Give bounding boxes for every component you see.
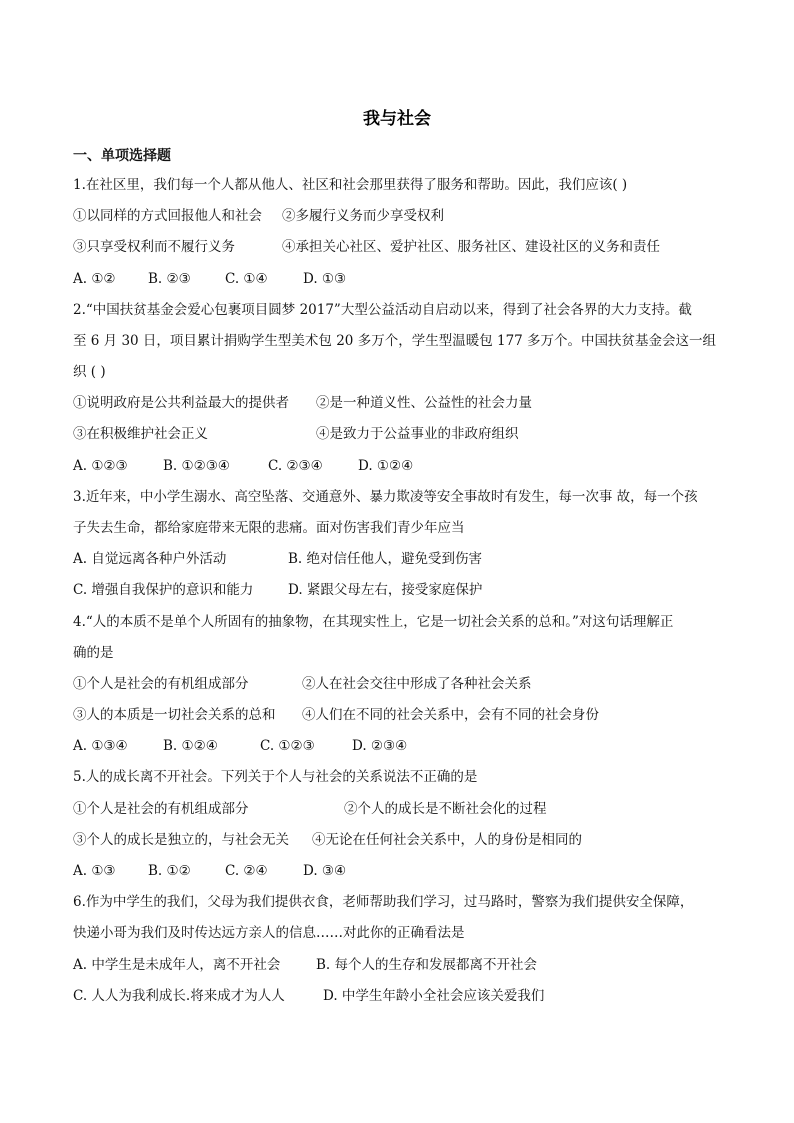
question-2-option-4: ④是致力于公益事业的非政府组织 <box>316 426 519 442</box>
question-4-option-4: ④人们在不同的社会关系中，会有不同的社会身份 <box>302 707 599 723</box>
question-5-choice-d: D. ③④ <box>303 863 347 879</box>
question-1-option-4: ④承担关心社区、爱护社区、服务社区、建设社区的义务和责任 <box>282 239 660 255</box>
question-2-option-3: ③在积极维护社会正义 <box>73 426 208 442</box>
question-3-choice-c: C. 增强自我保护的意识和能力 <box>73 582 254 598</box>
question-4-option-1: ①个人是社会的有机组成部分 <box>73 676 249 692</box>
question-1-choice-d: D. ①③ <box>303 271 347 287</box>
question-6-choice-a: A. 中学生是未成年人，离不开社会 <box>73 957 281 973</box>
question-1-option-3: ③只享受权利而不履行义务 <box>73 239 235 255</box>
question-4-option-2: ②人在社会交往中形成了各种社会关系 <box>302 676 532 692</box>
question-5-option-4: ④无论在任何社会关系中，人的身份是相同的 <box>312 832 582 848</box>
question-2-choice-c: C. ②③④ <box>268 458 323 474</box>
question-3-stem-line-1: 3.近年来，中小学生溺水、高空坠落、交通意外、暴力欺凌等安全事故时有发生，每一次事 故，每一个孩 <box>73 489 698 505</box>
question-6-choice-c: C. 人人为我利成长.将来成才为人人 <box>73 988 285 1004</box>
question-6-stem-line-2: 快递小哥为我们及时传达远方亲人的信息……对此你的正确看法是 <box>73 925 465 941</box>
question-2-stem-line-1: 2.“中国扶贫基金会爱心包裹项目圆梦 2017”大型公益活动自启动以来，得到了社会各界的大力支持。截 <box>73 302 692 318</box>
question-4-option-3: ③人的本质是一切社会关系的总和 <box>73 707 276 723</box>
question-1-stem: 1.在社区里，我们每一个人都从他人、社区和社会那里获得了服务和帮助。因此，我们应该( ) <box>73 177 628 193</box>
page-title: 我与社会 <box>363 109 431 129</box>
question-4-choice-b: B. ①②④ <box>163 738 218 754</box>
question-5-stem: 5.人的成长离不开社会。下列关于个人与社会的关系说法不正确的是 <box>73 769 478 785</box>
question-3-choice-b: B. 绝对信任他人，避免受到伤害 <box>288 551 483 567</box>
question-4-choice-a: A. ①③④ <box>73 738 128 754</box>
question-6-choice-d: D. 中学生年龄小全社会应该关爱我们 <box>323 988 545 1004</box>
question-3-choice-a: A. 自觉远离各种户外活动 <box>73 551 227 567</box>
question-1-choice-a: A. ①② <box>73 271 116 287</box>
question-4-choice-c: C. ①②③ <box>260 738 315 754</box>
question-2-option-1: ①说明政府是公共利益最大的提供者 <box>73 395 289 411</box>
question-6-choice-b: B. 每个人的生存和发展都离不开社会 <box>316 957 538 973</box>
question-5-choice-b: B. ①② <box>148 863 191 879</box>
question-5-choice-c: C. ②④ <box>225 863 268 879</box>
question-2-stem-line-2: 至 6 月 30 日，项目累计捐购学生型美术包 20 多万个，学生型温暖包 177 多万个。中国扶贫基金会这一组 <box>73 333 717 349</box>
question-2-stem-line-3: 织 ( ) <box>73 364 106 380</box>
question-1-option-1: ①以同样的方式回报他人和社会 <box>73 208 262 224</box>
question-1-option-2: ②多履行义务而少享受权利 <box>282 208 444 224</box>
section-heading: 一、单项选择题 <box>73 148 171 164</box>
question-2-choice-d: D. ①②④ <box>358 458 414 474</box>
question-6-stem-line-1: 6.作为中学生的我们，父母为我们提供衣食，老师帮助我们学习，过马路时，警察为我们提供安全保障， <box>73 894 694 910</box>
question-2-choice-b: B. ①②③④ <box>163 458 230 474</box>
question-4-choice-d: D. ②③④ <box>352 738 408 754</box>
question-3-stem-line-2: 子失去生命，都给家庭带来无限的悲痛。面对伤害我们青少年应当 <box>73 520 465 536</box>
question-5-option-1: ①个人是社会的有机组成部分 <box>73 801 249 817</box>
question-3-choice-d: D. 紧跟父母左右，接受家庭保护 <box>288 582 483 598</box>
question-4-stem-line-1: 4.“人的本质不是单个人所固有的抽象物，在其现实性上，它是一切社会关系的总和。”对这句话理解正 <box>73 614 674 630</box>
question-2-choice-a: A. ①②③ <box>73 458 128 474</box>
question-5-choice-a: A. ①③ <box>73 863 116 879</box>
question-4-stem-line-2: 确的是 <box>73 645 114 661</box>
question-2-option-2: ②是一种道义性、公益性的社会力量 <box>316 395 532 411</box>
question-1-choice-c: C. ①④ <box>225 271 268 287</box>
question-1-choice-b: B. ②③ <box>148 271 191 287</box>
question-5-option-3: ③个人的成长是独立的，与社会无关 <box>73 832 289 848</box>
question-5-option-2: ②个人的成长是不断社会化的过程 <box>344 801 547 817</box>
